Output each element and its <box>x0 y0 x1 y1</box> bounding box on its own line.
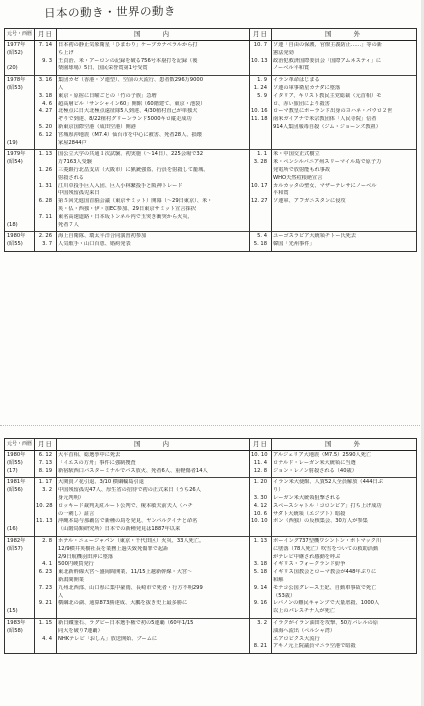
domestic-event: 国公立大学の共通１次試験、初実施（〜14日）、225会場で32 <box>58 151 204 158</box>
domestic-date: 1. 13 <box>38 151 52 158</box>
domestic-event: NHKテレビ「おしん」放送開始、ブームに <box>58 635 158 642</box>
foreign-date <box>251 487 270 495</box>
foreign-date: 3. 18 <box>253 561 267 568</box>
foreign-event: に墜落（78人死亡）吹雪をついての救助活動 <box>273 545 379 552</box>
domestic-date <box>36 50 55 58</box>
foreign-event: ボン（西独）の反核集会、30万人が参集 <box>273 518 368 525</box>
domestic-event: 「イエスの方舟」事件に強制捜査 <box>58 459 136 466</box>
era-cell <box>5 232 35 252</box>
domestic-date: 6. 28 <box>38 198 52 205</box>
domestic-date: 4. 4 <box>42 635 52 642</box>
foreign-date: 5. 9 <box>257 92 267 99</box>
era-label: (昭53) <box>7 84 23 91</box>
domestic-event: 人 <box>58 84 64 91</box>
domestic-date: 2. 8 <box>42 537 52 544</box>
domestic-event: 大平首相、総選挙中に死去 <box>58 452 121 458</box>
domestic-date <box>36 593 55 601</box>
foreign-date: 11. 4 <box>253 459 267 466</box>
year-label: 1980年 <box>7 452 26 458</box>
foreign-event: アキノ元上院議員マニラ空港で暗殺 <box>273 643 356 650</box>
foreign-date: 12. 8 <box>253 467 267 474</box>
domestic-date <box>36 116 55 124</box>
era-header: 元号・西暦 <box>5 29 35 41</box>
domestic-event: 人 <box>58 592 64 599</box>
table-header-row <box>5 439 417 451</box>
domestic-date <box>36 577 55 585</box>
domestic-date: 6. 12 <box>38 131 52 138</box>
year-label: 1977年 <box>7 42 26 48</box>
era-label: (昭58) <box>7 627 23 634</box>
domestic-header: 国 内 <box>57 439 250 451</box>
foreign-event: アルジェリア大地震（M7.5）2590人死亡 <box>273 452 372 458</box>
foreign-event-cell <box>272 41 417 76</box>
domestic-event: 新東京国際空港（成田空港）開港 <box>58 123 136 130</box>
foreign-date <box>251 593 270 601</box>
foreign-date <box>251 546 270 554</box>
foreign-event-cell <box>272 618 417 653</box>
domestic-date <box>36 495 55 503</box>
era-label: (昭54) <box>7 159 23 166</box>
foreign-event: イラクがイラン油田を攻撃、50万バレルの原 <box>273 619 379 626</box>
date-header-foreign: 月日 <box>250 439 272 451</box>
foreign-event: 南米ガイアナで米宗教団体「人民寺院」信者 <box>273 116 377 123</box>
foreign-event: 米・ペンシルバニア州スリーマイル島で原子力 <box>273 159 382 166</box>
domestic-event: 12/9横井英樹社長を業務上過失致死傷罪で起訴 <box>58 545 169 552</box>
foreign-date: 10. 10 <box>251 452 268 458</box>
foreign-event: 平和賞 <box>273 190 289 197</box>
domestic-date-cell <box>35 41 57 76</box>
domestic-date <box>36 546 55 554</box>
year-row <box>5 150 417 232</box>
foreign-date: 1. 13 <box>253 537 267 544</box>
foreign-event-cell <box>272 76 417 150</box>
foreign-event-cell <box>272 150 417 232</box>
domestic-date-cell <box>35 536 57 618</box>
domestic-event: 第５回先進国首脳会議（東京サミット）開幕（〜29日東京）、米・ <box>58 198 213 205</box>
domestic-date: 1. 15 <box>38 619 52 626</box>
domestic-event-cell <box>57 232 250 252</box>
year-label: 1983年 <box>7 619 26 626</box>
foreign-event: 米・中国交正式樹立 <box>273 151 320 158</box>
domestic-date <box>36 628 55 636</box>
foreign-event: モナコ公国グレース王妃、自動車事故で死亡 <box>273 584 377 591</box>
domestic-event: 2/9日航機羽田沖に墜落 <box>58 553 114 560</box>
foreign-date: 10. 6 <box>253 510 267 517</box>
domestic-date: 6. 12 <box>38 452 52 458</box>
foreign-date <box>251 628 270 636</box>
foreign-date: 3. 2 <box>257 619 267 626</box>
era-label: (昭55) <box>7 241 23 248</box>
year-label: 1978年 <box>7 77 26 84</box>
domestic-event: の一刺し〉証言 <box>58 510 95 517</box>
foreign-date: 10. 13 <box>251 57 268 64</box>
domestic-event: 集団カゼ（香港・ソ連型）、空前の大流行、患者数296万9000 <box>58 77 204 84</box>
foreign-date <box>251 554 270 562</box>
domestic-date-cell <box>35 478 57 537</box>
foreign-date: 12. 27 <box>251 198 268 205</box>
foreign-event: ソ連軍、アフガニスタンに侵攻 <box>273 198 346 205</box>
foreign-date: 10. 17 <box>251 182 268 189</box>
foreign-event: ノーベル平和賞 <box>273 65 310 72</box>
foreign-event-cell <box>272 451 417 478</box>
domestic-event: 英・仏・西独・伊・加EC参加、29日東京サミット宣言採択 <box>58 205 196 212</box>
domestic-event: ホテル・ニュージャパン（東京・千代田区）火災、33人死亡。 <box>58 537 205 544</box>
foreign-event: 油海へ流出（ペルシャ湾） <box>273 627 336 634</box>
foreign-event: 憲法発効 <box>273 49 294 56</box>
domestic-date: 2. 26 <box>38 233 52 240</box>
foreign-date <box>251 608 270 616</box>
year-row <box>5 536 417 618</box>
domestic-date-cell <box>35 618 57 653</box>
domestic-event-cell <box>57 618 250 653</box>
date-header-domestic: 月日 <box>35 29 57 41</box>
foreign-event: スペースシャトル「コロンビア」打ち上げ成功 <box>273 502 382 509</box>
foreign-date: 10. 7 <box>253 42 267 48</box>
foreign-event: サダト大統領（エジプト）暗殺 <box>273 510 346 517</box>
domestic-date: 4. 1 <box>42 561 52 568</box>
domestic-date-cell <box>35 76 57 150</box>
domestic-event: 中国残留孤児47人、厚生省の招待で初の正式来日（うち26人 <box>58 487 201 494</box>
foreign-event: 政治犯救済国際委員会「国際アムネスティ」に <box>273 57 382 64</box>
foreign-date <box>251 124 270 132</box>
domestic-event: 新潟間開業 <box>58 576 84 583</box>
foreign-event: 914人集団服毒自殺（ジム・ジョーンズ教祖） <box>273 123 381 130</box>
domestic-header: 国 内 <box>57 29 250 41</box>
foreign-event-cell <box>272 536 417 618</box>
foreign-date <box>251 190 270 198</box>
age-label: (15) <box>7 608 18 615</box>
handwritten-title: 日本の動き・世界の動き <box>43 3 177 21</box>
domestic-event-cell <box>57 76 250 150</box>
foreign-date: 1. 20 <box>253 479 267 486</box>
domestic-event: 九州北西部、山口県に集中豪雨、長崎市で死者・行方不明299 <box>58 584 203 591</box>
foreign-event: レバノンの難民キャンプで大量虐殺、1000人 <box>273 600 380 607</box>
foreign-date: 11. 18 <box>251 116 268 123</box>
domestic-date: 4. 6 <box>42 100 52 107</box>
year-label: 1982年 <box>7 537 26 544</box>
domestic-date: 11. 13 <box>36 518 53 525</box>
domestic-event: 宮城県沖地震（M7.4）仙台市を中心に被害、死者28人、損壊 <box>58 131 202 138</box>
foreign-event: レーガン米大統領狙撃される <box>273 494 341 501</box>
domestic-event: 横綱北の湖、通算873勝達成、大鵬を抜き史上最多勝に <box>58 600 188 607</box>
foreign-event: ローマ教皇にポーランド出身のヨハネ・パウロ２世 <box>273 108 393 115</box>
domestic-date: 7. 14 <box>38 42 52 48</box>
age-label: (19) <box>7 139 18 146</box>
foreign-date <box>251 50 270 58</box>
foreign-date: 9. 14 <box>253 584 267 591</box>
date-header-foreign: 月日 <box>250 29 272 41</box>
domestic-date <box>36 554 55 562</box>
domestic-date: 1. 26 <box>38 166 52 173</box>
domestic-event: 楽園球場）5日、国民栄誉賞第1号受賞 <box>58 65 148 72</box>
domestic-date: 4. 27 <box>38 108 52 115</box>
domestic-date: 9. 21 <box>38 600 52 607</box>
year-label: 1980年 <box>7 233 26 240</box>
foreign-event: ソ連「自由の保護、官僚主義防止……」等の新 <box>273 42 382 48</box>
domestic-event: 身元判明） <box>58 494 84 501</box>
domestic-date: 9. 3 <box>42 57 52 64</box>
foreign-event: イギリス国教会とローマ教会が448年ぶりに <box>273 569 377 576</box>
domestic-event: 沖縄本島与那覇岳で新種の鳥を発見、ヤンバルクイナと命名 <box>58 518 198 525</box>
domestic-event: 万7163人受験 <box>58 159 92 166</box>
domestic-event: 日本初の静止気象衛星「ひまわり」ケープカナベラルから打 <box>58 42 198 48</box>
era-cell <box>5 41 35 76</box>
domestic-date: 10. 28 <box>36 502 53 509</box>
foreign-event: イギリス・フォークランド紛争 <box>273 561 346 568</box>
foreign-event: ロ、赤い旅団により殺害 <box>273 100 330 107</box>
domestic-event: 中国残留孤児来日 <box>58 190 100 197</box>
foreign-date-cell <box>250 76 272 150</box>
domestic-date: 7. 11 <box>38 213 52 220</box>
foreign-event: がテレビ中継され感動を呼ぶ <box>273 553 341 560</box>
foreign-date: 1. 24 <box>253 84 267 91</box>
domestic-event: （山階鳥類研究所）日本での新種発見は1887年以来 <box>58 526 181 533</box>
foreign-event: WHO天然痘根絶宣言 <box>273 174 323 181</box>
domestic-date: 7. 13 <box>38 459 52 466</box>
domestic-event: 新宿駅西口バスターミナルでバス放火、死者6人、重軽傷者14人 <box>58 467 208 474</box>
era-label: (昭57) <box>7 545 23 552</box>
domestic-date: 6. 23 <box>38 569 52 576</box>
domestic-date: 5. 20 <box>38 123 52 130</box>
foreign-header: 国 外 <box>272 439 417 451</box>
year-label: 1981年 <box>7 479 26 486</box>
domestic-event: 家屋2844戸 <box>58 139 87 146</box>
age-label: (18) <box>7 221 18 228</box>
domestic-event: 新日鐵釜石、ラグビー日本選手権で初の5連覇（60年1/15 <box>58 619 194 626</box>
domestic-date <box>36 85 55 93</box>
domestic-event: 超高層ビル「サンシャイン60」開館（60階建て、東京・池袋） <box>58 100 206 107</box>
era-cell <box>5 150 35 232</box>
domestic-event-cell <box>57 478 250 537</box>
year-row <box>5 232 417 252</box>
domestic-date: 1. 17 <box>38 479 52 486</box>
era-label: (昭56) <box>7 487 23 494</box>
foreign-event: エアロビクス大流行 <box>273 635 320 642</box>
foreign-event: り） <box>273 487 284 494</box>
chronology-table-bottom <box>4 438 417 654</box>
domestic-event: 北極点に日大北極点遠征隊5人到達、4/30植村直己が単独犬 <box>58 108 198 115</box>
foreign-date: 10. 16 <box>251 108 268 115</box>
era-cell <box>5 76 35 150</box>
domestic-event: ち上げ <box>58 49 74 56</box>
foreign-date: 10. 10 <box>251 518 268 525</box>
domestic-date: 3. 18 <box>38 92 52 99</box>
domestic-date <box>36 511 55 519</box>
domestic-event: 死者７人 <box>58 221 79 228</box>
era-cell <box>5 478 35 537</box>
domestic-event: 大関貴ノ花引退、3/10 横綱輪島引退 <box>58 479 144 486</box>
foreign-date-cell <box>250 451 272 478</box>
foreign-date-cell <box>250 536 272 618</box>
foreign-event-cell <box>272 232 417 252</box>
page-divider <box>0 425 424 427</box>
foreign-event: ロナルド・レーガン米大統領に当選 <box>273 459 356 466</box>
foreign-event: ソ連の軍事衛星カナダに墜落 <box>273 84 341 91</box>
age-label: (20) <box>7 65 18 72</box>
foreign-date: 1. 9 <box>257 77 267 84</box>
year-row <box>5 76 417 150</box>
foreign-date-cell <box>250 478 272 537</box>
domestic-date-cell <box>35 451 57 478</box>
domestic-event: 東名高速道路・日本坂トンネル内で玉突き衝突から火災、 <box>58 213 193 220</box>
domestic-date <box>36 65 55 73</box>
domestic-event-cell <box>57 41 250 76</box>
domestic-date: 1. 31 <box>38 182 52 189</box>
age-label: (16) <box>7 526 18 533</box>
foreign-date: 5. 18 <box>253 241 267 248</box>
year-row <box>5 478 417 537</box>
domestic-event: ぞりで到達、8/22植村グリーンランド5000キロ縦走成功 <box>58 116 192 123</box>
foreign-event: イタリア、キリスト教民主党総裁（元首相）モ <box>273 92 382 99</box>
domestic-event: 王貞治、米・アーロンの記録を破る756号本塁打を記録（後 <box>58 57 198 64</box>
domestic-date: 7. 23 <box>38 584 52 591</box>
foreign-event: ユーゴスラビア大統領チトー氏死去 <box>273 233 357 240</box>
era-label: (昭55) <box>7 459 23 466</box>
foreign-date: 5. 4 <box>257 233 267 240</box>
domestic-event: 東京・原宿に日曜ごとの「竹の子族」急増 <box>58 92 157 99</box>
era-label: (昭52) <box>7 49 23 56</box>
domestic-date <box>36 190 55 198</box>
domestic-date <box>36 140 55 148</box>
era-cell <box>5 536 35 618</box>
foreign-event: 発電所で放射能もれ事故 <box>273 166 331 173</box>
foreign-date: 3. 30 <box>253 494 267 501</box>
foreign-event: イラン革命はじまる <box>273 77 320 84</box>
foreign-date: 9. 16 <box>253 600 267 607</box>
domestic-date-cell <box>35 150 57 232</box>
foreign-date <box>251 175 270 183</box>
domestic-date <box>36 206 55 214</box>
foreign-event: イラン米大使館、人質52人全員解放（444日ぶ <box>273 479 383 486</box>
domestic-event: 東北新幹線大宮〜盛岡間開業、11/15上越新幹線・大宮〜 <box>58 569 193 576</box>
domestic-date <box>36 159 55 167</box>
foreign-date-cell <box>250 232 272 252</box>
domestic-date: 3. 7 <box>42 241 52 248</box>
foreign-date: 3. 28 <box>253 159 267 166</box>
table-header-row <box>5 29 417 41</box>
domestic-event: 三菱銀行北畠支店（大阪市）に猟銃強盗、行員を射殺して籠城、 <box>58 166 209 173</box>
foreign-event: 以上のパレスチナ人が死亡 <box>273 608 335 615</box>
foreign-date <box>251 636 270 644</box>
year-row <box>5 618 417 653</box>
domestic-event: 射殺される <box>58 174 84 181</box>
era-cell <box>5 451 35 478</box>
domestic-event: ロッキード裁判丸紅ルート公判で、榎本敏夫前夫人〈ハチ <box>58 502 193 509</box>
foreign-date: 8. 21 <box>253 643 267 650</box>
foreign-date <box>251 101 270 109</box>
date-header-domestic: 月日 <box>35 439 57 451</box>
domestic-date <box>36 526 55 534</box>
domestic-event: 500円硬貨発行 <box>58 561 94 568</box>
domestic-event-cell <box>57 536 250 618</box>
foreign-date: 4. 12 <box>253 502 267 509</box>
year-row <box>5 451 417 478</box>
foreign-date-cell <box>250 41 272 76</box>
foreign-event: （53歳） <box>273 592 296 599</box>
era-header: 元号・西暦 <box>5 439 35 451</box>
foreign-date: 1. 1 <box>257 151 267 158</box>
foreign-header: 国 外 <box>272 29 417 41</box>
era-cell <box>5 618 35 653</box>
domestic-event-cell <box>57 150 250 232</box>
foreign-event: ボーイング737型機ワシントン・ポトマック川 <box>273 537 382 544</box>
domestic-event: 江川卓投手巨人入団、巨人小林繁投手と阪神トレード <box>58 182 183 189</box>
age-label: (17) <box>7 467 18 474</box>
year-label: 1979年 <box>7 151 26 158</box>
foreign-event: 和解 <box>273 576 284 583</box>
foreign-event: カルカッタの聖女、マザーテレサにノーベル <box>273 182 377 189</box>
domestic-date <box>36 175 55 183</box>
domestic-event: 人気歌手・山口百恵、婚約発表 <box>58 241 131 248</box>
domestic-date-cell <box>35 232 57 252</box>
foreign-date <box>251 167 270 175</box>
domestic-event-cell <box>57 451 250 478</box>
domestic-date: 3. 2 <box>42 487 52 494</box>
foreign-date: 5. 18 <box>253 569 267 576</box>
year-row <box>5 41 417 76</box>
domestic-event: 同大を破り7連覇） <box>58 627 103 634</box>
domestic-event: 海上自衛隊、環太平洋合同演習初参加 <box>58 233 147 240</box>
domestic-date: 8. 19 <box>38 467 52 474</box>
domestic-date <box>36 222 55 230</box>
foreign-event: 韓国「光州事件」 <box>273 241 315 248</box>
foreign-event: ジョン・レノン射殺される（40歳） <box>273 467 357 474</box>
foreign-event-cell <box>272 478 417 537</box>
chronology-table-top <box>4 28 417 252</box>
foreign-date-cell <box>250 618 272 653</box>
foreign-date <box>251 65 270 73</box>
foreign-date <box>251 577 270 585</box>
foreign-date-cell <box>250 150 272 232</box>
domestic-date: 3. 16 <box>38 77 52 84</box>
